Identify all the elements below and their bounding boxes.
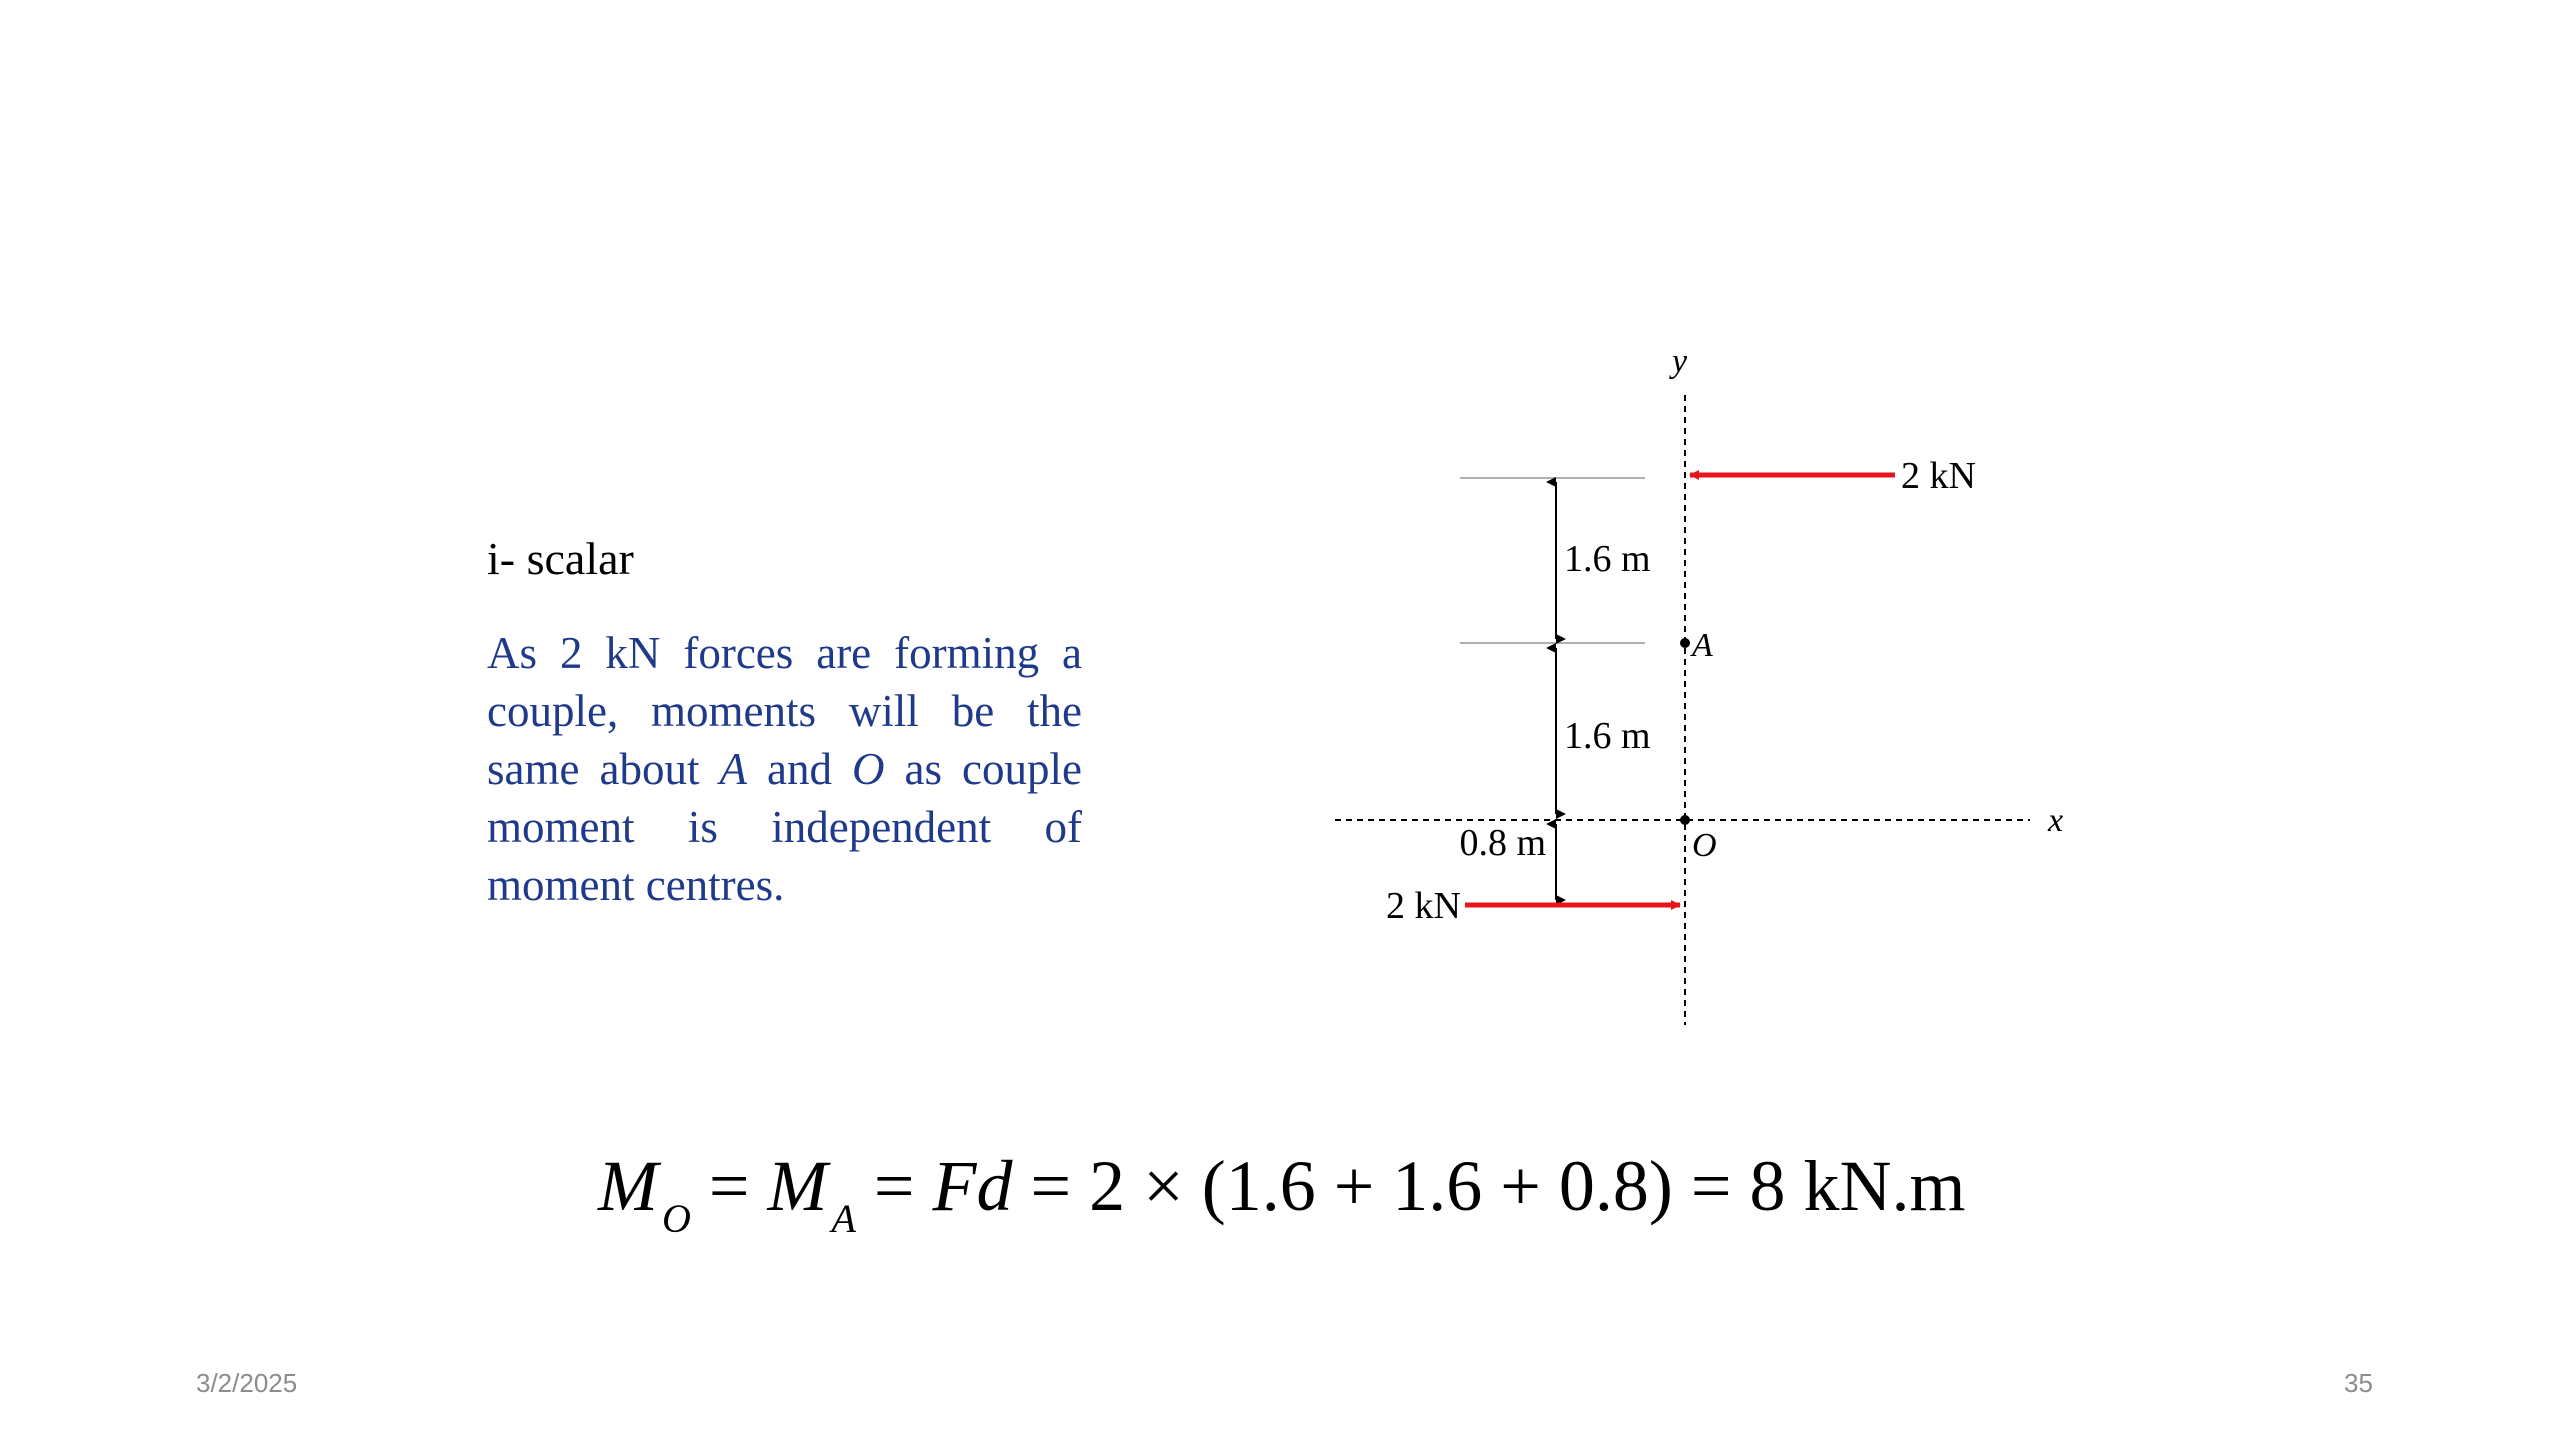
moment-equation bbox=[598, 1145, 1965, 1242]
equation-fd: Fd bbox=[932, 1146, 1013, 1226]
equation-result: = 2 × (1.6 + 1.6 + 0.8) = 8 kN.m bbox=[1012, 1146, 1966, 1226]
slide-number: 35 bbox=[2344, 1368, 2373, 1398]
paragraph-text: as couple moment is independent of moment centres. bbox=[487, 744, 1082, 910]
equation-m: M bbox=[767, 1146, 828, 1226]
point-o-marker bbox=[1680, 815, 1690, 825]
paragraph-text: and bbox=[746, 744, 853, 794]
footer-date: 3/2/2025 bbox=[196, 1368, 298, 1398]
equation-equals: = bbox=[690, 1146, 768, 1226]
couple-diagram bbox=[1320, 330, 2100, 1050]
dimension-label-bottom: 0.8 m bbox=[1459, 822, 1546, 864]
equation-subscript-o: O bbox=[661, 1196, 691, 1241]
force-label-bottom: 2 kN bbox=[1386, 885, 1461, 927]
equation-equals: = bbox=[855, 1146, 933, 1226]
point-a-marker bbox=[1680, 638, 1690, 648]
dimension-label-middle: 1.6 m bbox=[1564, 715, 1651, 757]
equation-m: M bbox=[598, 1146, 658, 1226]
force-label-top: 2 kN bbox=[1901, 455, 1976, 497]
x-axis-label: x bbox=[2048, 802, 2064, 839]
dimension-label-top: 1.6 m bbox=[1564, 538, 1651, 580]
y-axis-label: y bbox=[1672, 343, 1688, 380]
slide-heading: i- scalar bbox=[487, 533, 634, 584]
equation-subscript-a: A bbox=[831, 1196, 856, 1241]
point-a-label: A bbox=[1692, 627, 1713, 664]
point-o-label: O bbox=[1692, 827, 1717, 864]
paragraph-text: As 2 kN forces are forming a couple, moments will be the same about bbox=[487, 628, 1082, 794]
point-o-ref: O bbox=[852, 744, 885, 794]
explanation-paragraph bbox=[487, 624, 1082, 914]
point-a-ref: A bbox=[719, 744, 747, 794]
